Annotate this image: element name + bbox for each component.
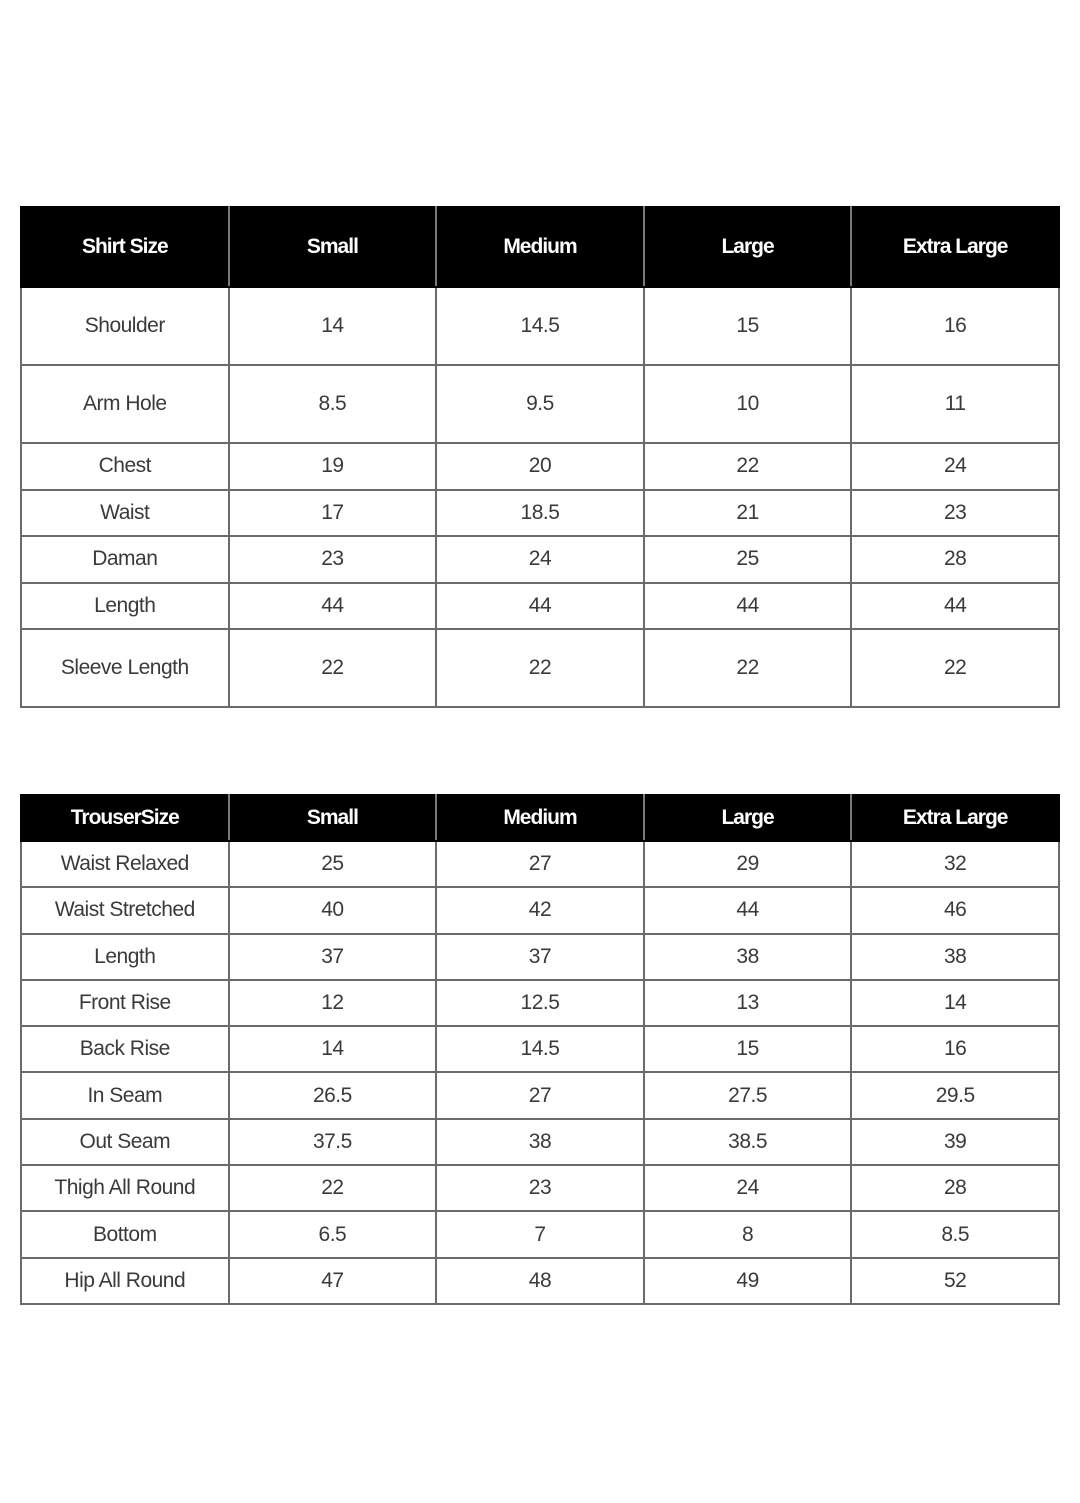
trouser-size-table bbox=[20, 794, 1060, 1305]
table-cell: 9.5 bbox=[436, 365, 644, 443]
measurement-label: In Seam bbox=[21, 1072, 229, 1118]
table-cell: 44 bbox=[851, 583, 1059, 630]
measurement-label: Bottom bbox=[21, 1211, 229, 1257]
measurement-label: Chest bbox=[21, 443, 229, 490]
table-cell: 23 bbox=[851, 490, 1059, 537]
table-cell: 29.5 bbox=[851, 1072, 1059, 1118]
measurement-label: Front Rise bbox=[21, 980, 229, 1026]
table-cell: 7 bbox=[436, 1211, 644, 1257]
table-cell: 32 bbox=[851, 841, 1059, 887]
table-cell: 49 bbox=[644, 1258, 852, 1304]
table-cell: 22 bbox=[229, 1165, 437, 1211]
shirt-header-cell: Large bbox=[644, 207, 852, 287]
trouser-header-cell: Large bbox=[644, 795, 852, 841]
table-cell: 47 bbox=[229, 1258, 437, 1304]
table-cell: 14 bbox=[229, 1026, 437, 1072]
table-cell: 13 bbox=[644, 980, 852, 1026]
measurement-label: Out Seam bbox=[21, 1119, 229, 1165]
trouser-header-cell: Medium bbox=[436, 795, 644, 841]
table-row bbox=[21, 934, 1059, 980]
table-row bbox=[21, 490, 1059, 537]
table-cell: 12.5 bbox=[436, 980, 644, 1026]
trouser-header-row bbox=[21, 795, 1059, 841]
measurement-label: Waist Stretched bbox=[21, 887, 229, 933]
table-cell: 37 bbox=[229, 934, 437, 980]
table-cell: 25 bbox=[229, 841, 437, 887]
table-cell: 14.5 bbox=[436, 1026, 644, 1072]
table-cell: 20 bbox=[436, 443, 644, 490]
table-row bbox=[21, 1072, 1059, 1118]
table-cell: 46 bbox=[851, 887, 1059, 933]
table-row bbox=[21, 287, 1059, 365]
table-cell: 16 bbox=[851, 1026, 1059, 1072]
table-cell: 17 bbox=[229, 490, 437, 537]
table-row bbox=[21, 887, 1059, 933]
table-cell: 28 bbox=[851, 536, 1059, 583]
table-row bbox=[21, 365, 1059, 443]
shirt-header-row bbox=[21, 207, 1059, 287]
table-cell: 38.5 bbox=[644, 1119, 852, 1165]
table-cell: 44 bbox=[436, 583, 644, 630]
table-cell: 11 bbox=[851, 365, 1059, 443]
table-cell: 14 bbox=[229, 287, 437, 365]
table-cell: 8 bbox=[644, 1211, 852, 1257]
table-cell: 38 bbox=[644, 934, 852, 980]
table-row bbox=[21, 629, 1059, 707]
table-row bbox=[21, 980, 1059, 1026]
table-cell: 22 bbox=[436, 629, 644, 707]
table-row bbox=[21, 536, 1059, 583]
table-row bbox=[21, 1119, 1059, 1165]
table-cell: 22 bbox=[851, 629, 1059, 707]
trouser-header-cell: TrouserSize bbox=[21, 795, 229, 841]
table-cell: 24 bbox=[851, 443, 1059, 490]
table-cell: 44 bbox=[229, 583, 437, 630]
shirt-header-cell: Small bbox=[229, 207, 437, 287]
table-cell: 48 bbox=[436, 1258, 644, 1304]
table-cell: 38 bbox=[436, 1119, 644, 1165]
table-cell: 40 bbox=[229, 887, 437, 933]
measurement-label: Thigh All Round bbox=[21, 1165, 229, 1211]
measurement-label: Shoulder bbox=[21, 287, 229, 365]
table-cell: 52 bbox=[851, 1258, 1059, 1304]
table-cell: 27 bbox=[436, 841, 644, 887]
trouser-header-cell: Small bbox=[229, 795, 437, 841]
table-cell: 38 bbox=[851, 934, 1059, 980]
table-cell: 44 bbox=[644, 583, 852, 630]
measurement-label: Back Rise bbox=[21, 1026, 229, 1072]
table-cell: 24 bbox=[644, 1165, 852, 1211]
measurement-label: Hip All Round bbox=[21, 1258, 229, 1304]
table-cell: 22 bbox=[644, 443, 852, 490]
table-cell: 42 bbox=[436, 887, 644, 933]
table-cell: 28 bbox=[851, 1165, 1059, 1211]
table-cell: 15 bbox=[644, 1026, 852, 1072]
table-cell: 37 bbox=[436, 934, 644, 980]
shirt-size-table bbox=[20, 206, 1060, 708]
table-cell: 12 bbox=[229, 980, 437, 1026]
shirt-header-cell: Medium bbox=[436, 207, 644, 287]
measurement-label: Length bbox=[21, 583, 229, 630]
table-row bbox=[21, 583, 1059, 630]
table-cell: 14.5 bbox=[436, 287, 644, 365]
table-row bbox=[21, 1026, 1059, 1072]
table-cell: 6.5 bbox=[229, 1211, 437, 1257]
table-cell: 22 bbox=[229, 629, 437, 707]
table-cell: 16 bbox=[851, 287, 1059, 365]
trouser-header-cell: Extra Large bbox=[851, 795, 1059, 841]
table-cell: 22 bbox=[644, 629, 852, 707]
table-row bbox=[21, 841, 1059, 887]
table-cell: 21 bbox=[644, 490, 852, 537]
table-cell: 23 bbox=[436, 1165, 644, 1211]
table-cell: 27.5 bbox=[644, 1072, 852, 1118]
table-cell: 26.5 bbox=[229, 1072, 437, 1118]
shirt-header-cell: Shirt Size bbox=[21, 207, 229, 287]
measurement-label: Length bbox=[21, 934, 229, 980]
table-cell: 44 bbox=[644, 887, 852, 933]
measurement-label: Waist Relaxed bbox=[21, 841, 229, 887]
measurement-label: Waist bbox=[21, 490, 229, 537]
measurement-label: Daman bbox=[21, 536, 229, 583]
table-cell: 23 bbox=[229, 536, 437, 583]
measurement-label: Arm Hole bbox=[21, 365, 229, 443]
table-cell: 8.5 bbox=[851, 1211, 1059, 1257]
table-cell: 24 bbox=[436, 536, 644, 583]
table-cell: 37.5 bbox=[229, 1119, 437, 1165]
table-cell: 14 bbox=[851, 980, 1059, 1026]
table-cell: 27 bbox=[436, 1072, 644, 1118]
table-cell: 39 bbox=[851, 1119, 1059, 1165]
table-cell: 10 bbox=[644, 365, 852, 443]
table-cell: 18.5 bbox=[436, 490, 644, 537]
table-row bbox=[21, 1165, 1059, 1211]
shirt-header-cell: Extra Large bbox=[851, 207, 1059, 287]
table-cell: 19 bbox=[229, 443, 437, 490]
measurement-label: Sleeve Length bbox=[21, 629, 229, 707]
table-row bbox=[21, 1258, 1059, 1304]
table-cell: 15 bbox=[644, 287, 852, 365]
table-cell: 8.5 bbox=[229, 365, 437, 443]
table-row bbox=[21, 1211, 1059, 1257]
table-cell: 29 bbox=[644, 841, 852, 887]
table-row bbox=[21, 443, 1059, 490]
table-cell: 25 bbox=[644, 536, 852, 583]
